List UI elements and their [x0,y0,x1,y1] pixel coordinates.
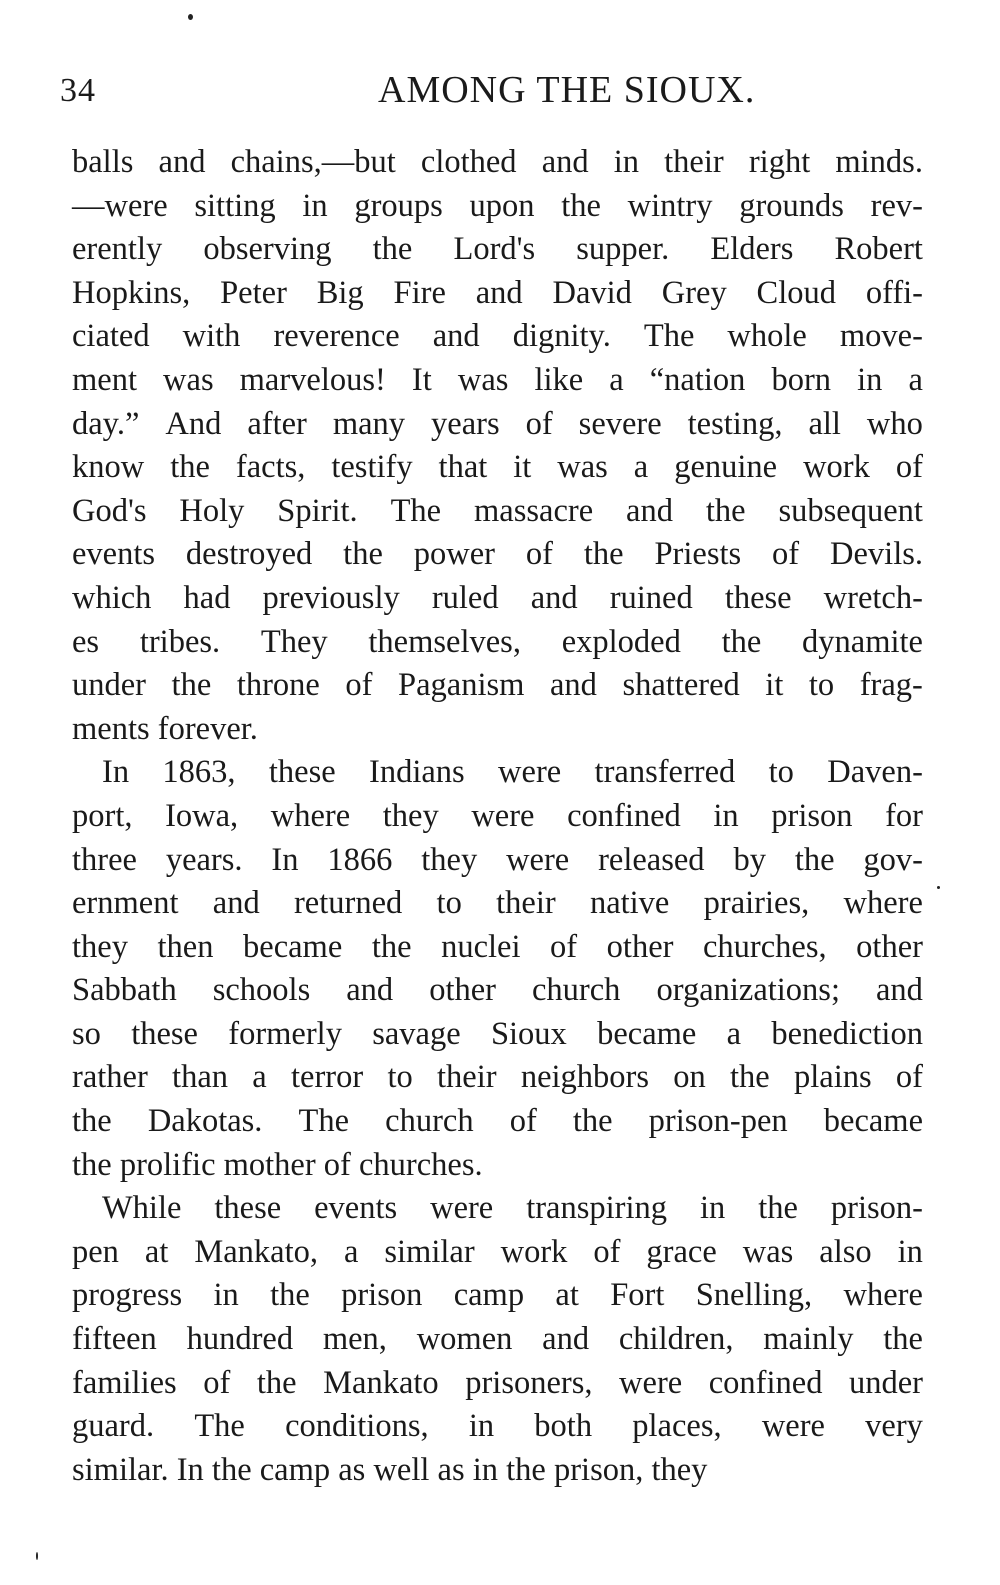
text-line: While these events were transpiring in the prison- [102,1190,923,1227]
text-line: In 1863, these Indians were transferred to Daven- [102,754,923,791]
text-line: es tribes. They themselves, exploded the dynamite [72,623,923,660]
text-line: progress in the prison camp at Fort Snelling, where [72,1277,923,1314]
text-line: Sabbath schools and other church organizations; and [72,972,923,1009]
text-line: the prolific mother of churches. [72,1146,483,1183]
text-line: similar. In the camp as well as in the prison, they [72,1451,708,1488]
text-line: families of the Mankato prisoners, were confined under [72,1364,923,1401]
text-line: ments forever. [72,710,258,747]
text-line: ciated with reverence and dignity. The whole move- [72,318,923,355]
text-line: know the facts, testify that it was a genuine work of [72,449,923,486]
text-line: Hopkins, Peter Big Fire and David Grey Cloud offi- [72,274,923,311]
ink-speck [188,14,193,20]
ink-speck [36,1552,38,1560]
text-line: so these formerly savage Sioux became a benediction [72,1015,923,1052]
text-line: erently observing the Lord's supper. Elders Robert [72,231,923,268]
text-line: —were sitting in groups upon the wintry grounds rev- [72,187,923,224]
body-text [72,141,923,1492]
paragraph [72,141,923,751]
text-line: events destroyed the power of the Priests of Devils. [72,536,923,573]
text-line: three years. In 1866 they were released by the gov- [72,841,923,878]
text-line: ment was marvelous! It was like a “nation born in a [72,361,923,398]
text-line: day.” And after many years of severe testing, all who [72,405,923,442]
text-line: balls and chains,—but clothed and in their right minds. [72,144,923,180]
text-line: under the throne of Paganism and shattered it to frag- [72,667,923,704]
text-line: which had previously ruled and ruined these wretch- [72,579,923,616]
text-line: rather than a terror to their neighbors on the plains of [72,1059,923,1096]
text-line: ernment and returned to their native prairies, where [72,885,923,922]
paragraph [72,1187,923,1492]
page-number: 34 [60,72,96,109]
text-line: God's Holy Spirit. The massacre and the subsequent [72,492,923,529]
paragraph [72,751,923,1187]
ink-speck [937,886,940,889]
text-line: port, Iowa, where they were confined in prison for [72,797,923,834]
text-line: they then became the nuclei of other churches, other [72,928,923,965]
running-title: AMONG THE SIOUX. [378,69,756,111]
page-header [60,64,940,114]
text-line: guard. The conditions, in both places, were very [72,1408,923,1445]
text-line: pen at Mankato, a similar work of grace was also in [72,1233,923,1270]
text-line: the Dakotas. The church of the prison-pen became [72,1103,923,1140]
text-line: fifteen hundred men, women and children, mainly the [72,1321,923,1358]
